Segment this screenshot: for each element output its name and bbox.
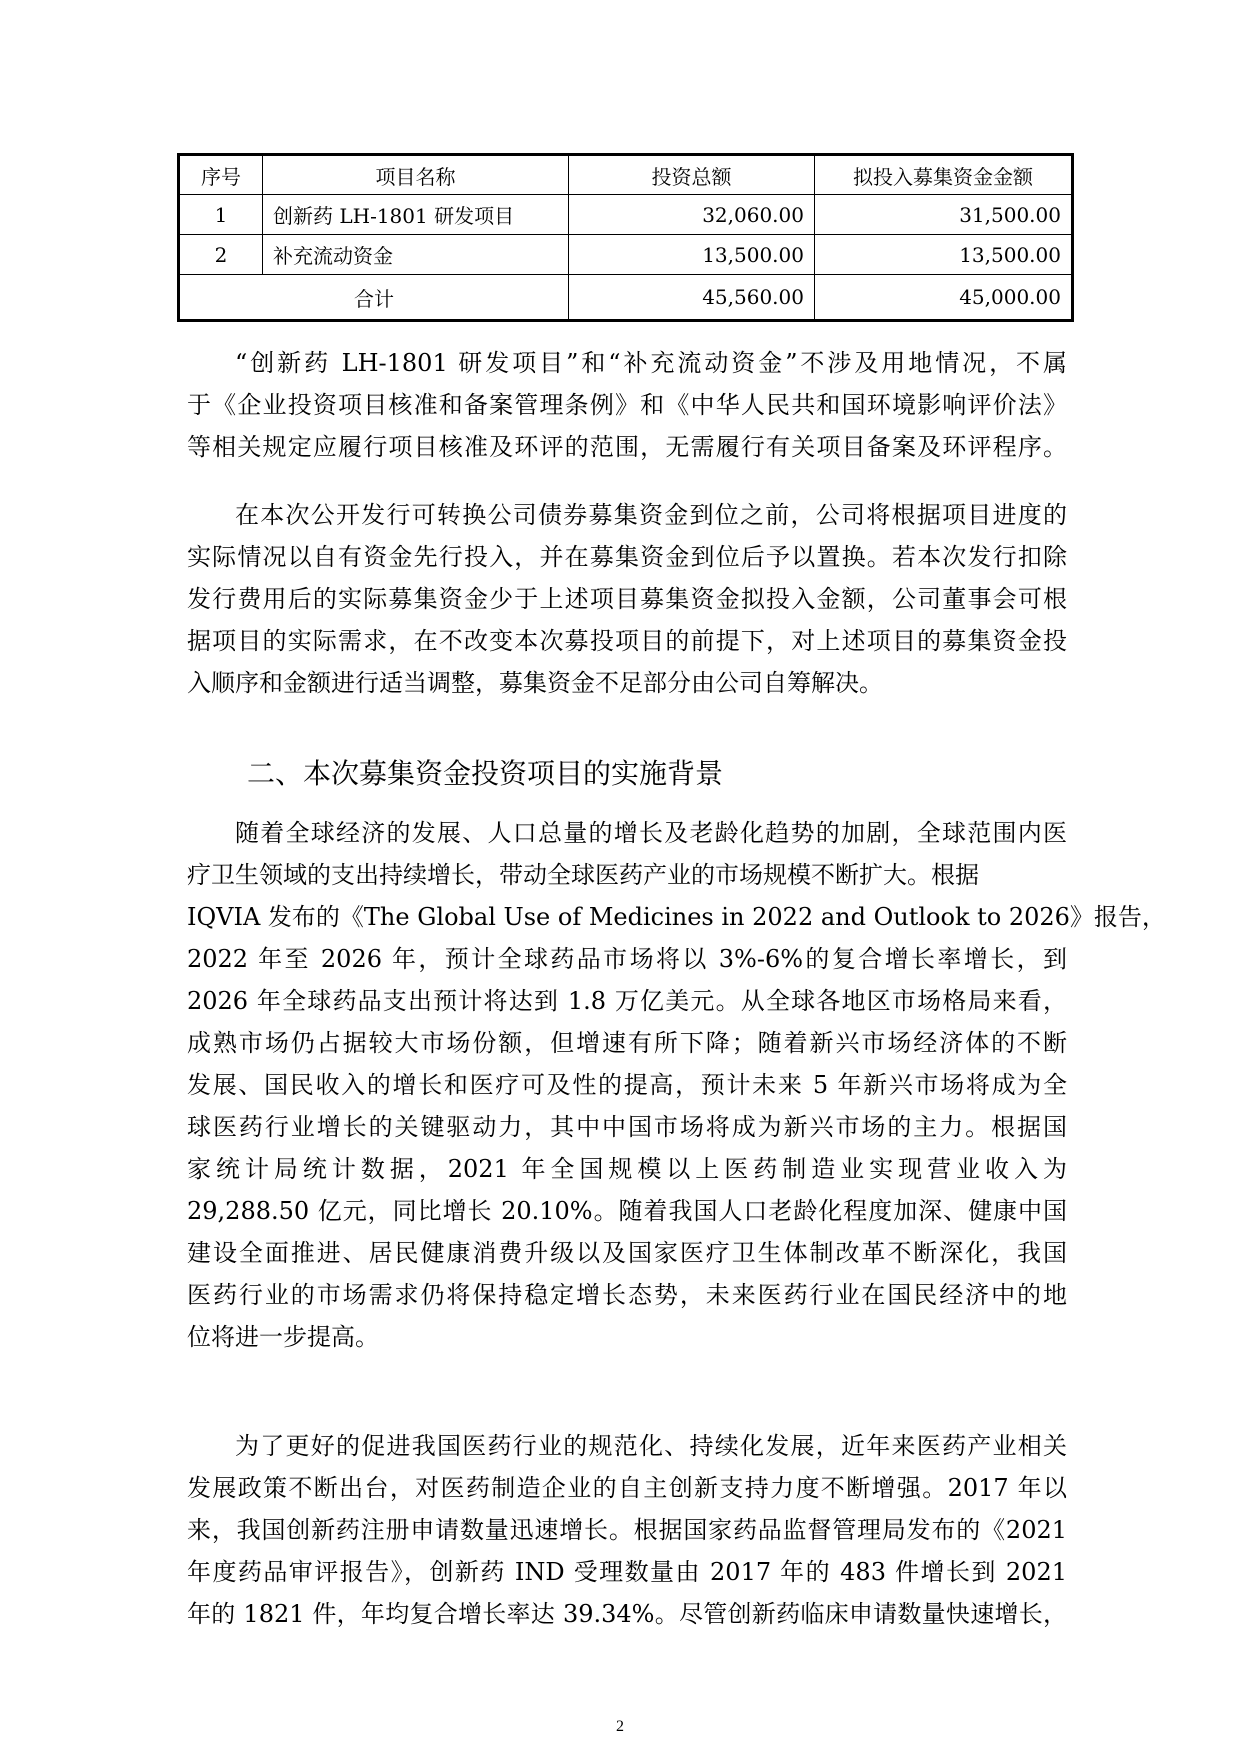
paragraph-land-use xyxy=(187,342,1067,468)
investment-table xyxy=(177,153,1074,322)
row-total-investment: 32,060.00 xyxy=(569,195,815,235)
text-line: 等相关规定应履行项目核准及环评的范围，无需履行有关项目备案及环评程序。 xyxy=(187,433,1067,461)
text-line: 据项目的实际需求，在不改变本次募投项目的前提下，对上述项目的募集资金投 xyxy=(187,627,1067,655)
page-number: 2 xyxy=(616,1718,624,1735)
row-no: 1 xyxy=(179,195,263,235)
section-heading: 二、本次募集资金投资项目的实施背景 xyxy=(247,757,724,790)
text-line: 于《企业投资项目核准和备案管理条例》和《中华人民共和国环境影响评价法》 xyxy=(187,391,1067,419)
table-row xyxy=(179,235,1073,275)
text-line: 在本次公开发行可转换公司债券募集资金到位之前，公司将根据项目进度的 xyxy=(235,501,1067,529)
row-total-investment: 13,500.00 xyxy=(569,235,815,275)
header-raised-funds: 拟投入募集资金金额 xyxy=(815,155,1073,195)
header-project-name: 项目名称 xyxy=(263,155,569,195)
text-line: 实际情况以自有资金先行投入，并在募集资金到位后予以置换。若本次发行扣除 xyxy=(187,543,1067,571)
row-no: 2 xyxy=(179,235,263,275)
text-line: 来，我国创新药注册申请数量迅速增长。根据国家药品监督管理局发布的《2021 xyxy=(187,1516,1067,1544)
row-project-name: 补充流动资金 xyxy=(263,235,569,275)
total-raised-sum: 45,000.00 xyxy=(815,275,1073,321)
text-line: 29,288.50 亿元，同比增长 20.10%。随着我国人口老龄化程度加深、健康中国 xyxy=(187,1197,1067,1225)
table-row xyxy=(179,195,1073,235)
text-line: 疗卫生领域的支出持续增长，带动全球医药产业的市场规模不断扩大。根据 xyxy=(187,861,979,889)
text-line: 医药行业的市场需求仍将保持稳定增长态势，未来医药行业在国民经济中的地 xyxy=(187,1281,1067,1309)
text-line: 建设全面推进、居民健康消费升级以及国家医疗卫生体制改革不断深化，我国 xyxy=(187,1239,1067,1267)
text-line: 成熟市场仍占据较大市场份额，但增速有所下降；随着新兴市场经济体的不断 xyxy=(187,1029,1067,1057)
text-line: 2022 年至 2026 年，预计全球药品市场将以 3%-6%的复合增长率增长，到 xyxy=(187,945,1067,973)
total-label: 合计 xyxy=(179,275,569,321)
paragraph-fund-arrangement xyxy=(187,494,1067,704)
row-raised-funds: 13,500.00 xyxy=(815,235,1073,275)
paragraph-policy xyxy=(187,1425,1067,1635)
total-investment-sum: 45,560.00 xyxy=(569,275,815,321)
paragraph-industry-background xyxy=(187,812,1166,1358)
table-header-row xyxy=(179,155,1073,195)
text-line: 发展、国民收入的增长和医疗可及性的提高，预计未来 5 年新兴市场将成为全 xyxy=(187,1071,1067,1099)
text-line: 入顺序和金额进行适当调整，募集资金不足部分由公司自筹解决。 xyxy=(187,669,883,697)
text-line: 发行费用后的实际募集资金少于上述项目募集资金拟投入金额，公司董事会可根 xyxy=(187,585,1067,613)
text-line: 发展政策不断出台，对医药制造企业的自主创新支持力度不断增强。2017 年以 xyxy=(187,1474,1067,1502)
text-line: “创新药 LH-1801 研发项目”和“补充流动资金”不涉及用地情况，不属 xyxy=(235,349,1067,377)
text-line: 球医药行业增长的关键驱动力，其中中国市场将成为新兴市场的主力。根据国 xyxy=(187,1113,1067,1141)
text-line: 家统计局统计数据，2021 年全国规模以上医药制造业实现营业收入为 xyxy=(187,1155,1067,1183)
text-line: 年度药品审评报告》，创新药 IND 受理数量由 2017 年的 483 件增长到 2021 xyxy=(187,1558,1067,1586)
row-raised-funds: 31,500.00 xyxy=(815,195,1073,235)
header-no: 序号 xyxy=(179,155,263,195)
text-line: 位将进一步提高。 xyxy=(187,1323,379,1351)
text-line: 年的 1821 件，年均复合增长率达 39.34%。尽管创新药临床申请数量快速增长， xyxy=(187,1600,1067,1628)
text-line: IQVIA 发布的《The Global Use of Medicines in 2022 and Outlook to 2026》报告， xyxy=(187,903,1166,931)
text-line: 随着全球经济的发展、人口总量的增长及老龄化趋势的加剧，全球范围内医 xyxy=(235,819,1067,847)
table-total-row xyxy=(179,275,1073,321)
header-total-investment: 投资总额 xyxy=(569,155,815,195)
text-line: 为了更好的促进我国医药行业的规范化、持续化发展，近年来医药产业相关 xyxy=(235,1432,1067,1460)
text-line: 2026 年全球药品支出预计将达到 1.8 万亿美元。从全球各地区市场格局来看， xyxy=(187,987,1067,1015)
row-project-name: 创新药 LH-1801 研发项目 xyxy=(263,195,569,235)
